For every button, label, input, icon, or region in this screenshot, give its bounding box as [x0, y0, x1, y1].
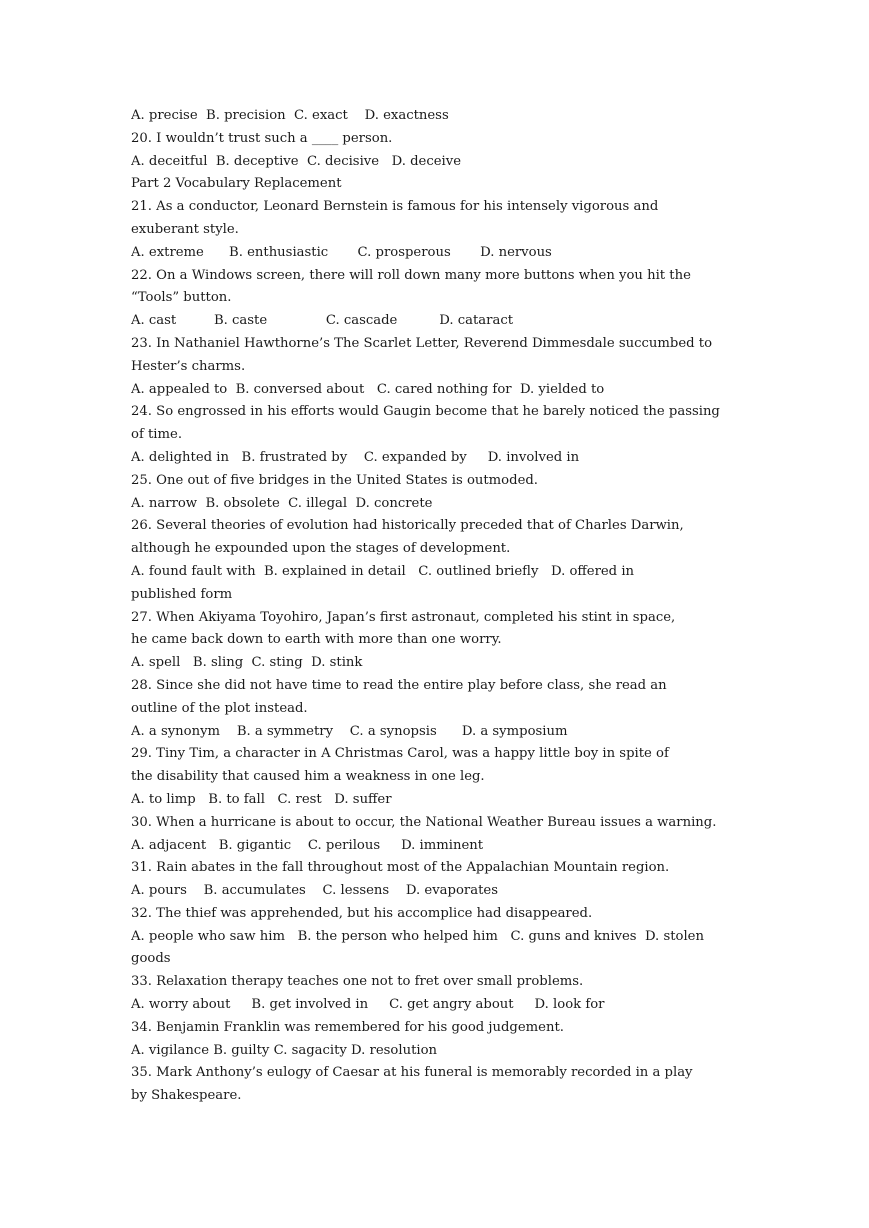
text-line: exuberant style. [131, 221, 239, 237]
text-line: A. delighted in B. frustrated by C. expanded by D. involved in [131, 449, 580, 465]
document-page [131, 105, 741, 1108]
text-line: 28. Since she did not have time to read the entire play before class, she read an [131, 677, 667, 693]
text-line: by Shakespeare. [131, 1088, 242, 1104]
text-line: 24. So engrossed in his efforts would Gaugin become that he barely noticed the passing [131, 404, 720, 420]
text-line: A. adjacent B. gigantic C. perilous D. imminent [131, 837, 484, 853]
text-line: 21. As a conductor, Leonard Bernstein is famous for his intensely vigorous and [131, 199, 659, 215]
text-line: 26. Several theories of evolution had historically preceded that of Charles Darwin, [131, 518, 684, 534]
text-line: 27. When Akiyama Toyohiro, Japan’s first astronaut, completed his stint in space, [131, 609, 676, 625]
text-line: of time. [131, 427, 183, 443]
text-line: A. extreme B. enthusiastic C. prosperous D. nervous [131, 244, 552, 260]
text-line: A. deceitful B. deceptive C. decisive D. deceive [131, 153, 462, 169]
text-line: Part 2 Vocabulary Replacement [131, 176, 342, 192]
text-line: A. spell B. sling C. sting D. stink [131, 655, 363, 671]
text-line: 25. One out of five bridges in the United States is outmoded. [131, 472, 539, 488]
text-line: outline of the plot instead. [131, 700, 308, 716]
text-line: A. appealed to B. conversed about C. cared nothing for D. yielded to [131, 381, 605, 397]
text-line: A. precise B. precision C. exact D. exactness [131, 108, 449, 123]
text-line: 32. The thief was apprehended, but his accomplice had disappeared. [131, 905, 593, 921]
text-line: 31. Rain abates in the fall throughout most of the Appalachian Mountain region. [131, 860, 670, 876]
text-line: “Tools” button. [131, 290, 232, 306]
text-line: A. pours B. accumulates C. lessens D. evaporates [131, 883, 498, 899]
text-line: 30. When a hurricane is about to occur, the National Weather Bureau issues a warning. [131, 814, 717, 830]
text-line: A. cast B. caste C. cascade D. cataract [131, 313, 514, 329]
text-line: 23. In Nathaniel Hawthorne’s The Scarlet Letter, Reverend Dimmesdale succumbed to [131, 335, 713, 351]
text-line: 22. On a Windows screen, there will roll down many more buttons when you hit the [131, 267, 691, 283]
text-line: the disability that caused him a weakness in one leg. [131, 769, 485, 785]
text-line: goods [131, 951, 171, 967]
text-line: 33. Relaxation therapy teaches one not to fret over small problems. [131, 974, 584, 990]
text-line: 35. Mark Anthony’s eulogy of Caesar at his funeral is memorably recorded in a play [131, 1065, 693, 1081]
text-line: A. people who saw him B. the person who helped him C. guns and knives D. stolen [131, 928, 704, 944]
text-line: although he expounded upon the stages of development. [131, 541, 511, 557]
text-line: A. vigilance B. guilty C. sagacity D. resolution [131, 1042, 438, 1058]
text-line: A. worry about B. get involved in C. get angry about D. look for [131, 997, 605, 1013]
text-line: published form [131, 586, 233, 602]
text-line: 34. Benjamin Franklin was remembered for his good judgement. [131, 1019, 564, 1035]
text-line: Hester’s charms. [131, 358, 246, 374]
text-line: A. found fault with B. explained in detail C. outlined briefly D. offered in [131, 563, 635, 579]
text-line: 20. I wouldn’t trust such a ____ person. [131, 130, 393, 146]
text-line: A. to limp B. to fall C. rest D. suffer [131, 791, 392, 807]
text-line: he came back down to earth with more than one worry. [131, 632, 502, 648]
text-line: 29. Tiny Tim, a character in A Christmas Carol, was a happy little boy in spite of [131, 746, 669, 762]
text-line: A. a synonym B. a symmetry C. a synopsis D. a symposium [131, 723, 568, 739]
text-line: A. narrow B. obsolete C. illegal D. concrete [131, 495, 433, 511]
